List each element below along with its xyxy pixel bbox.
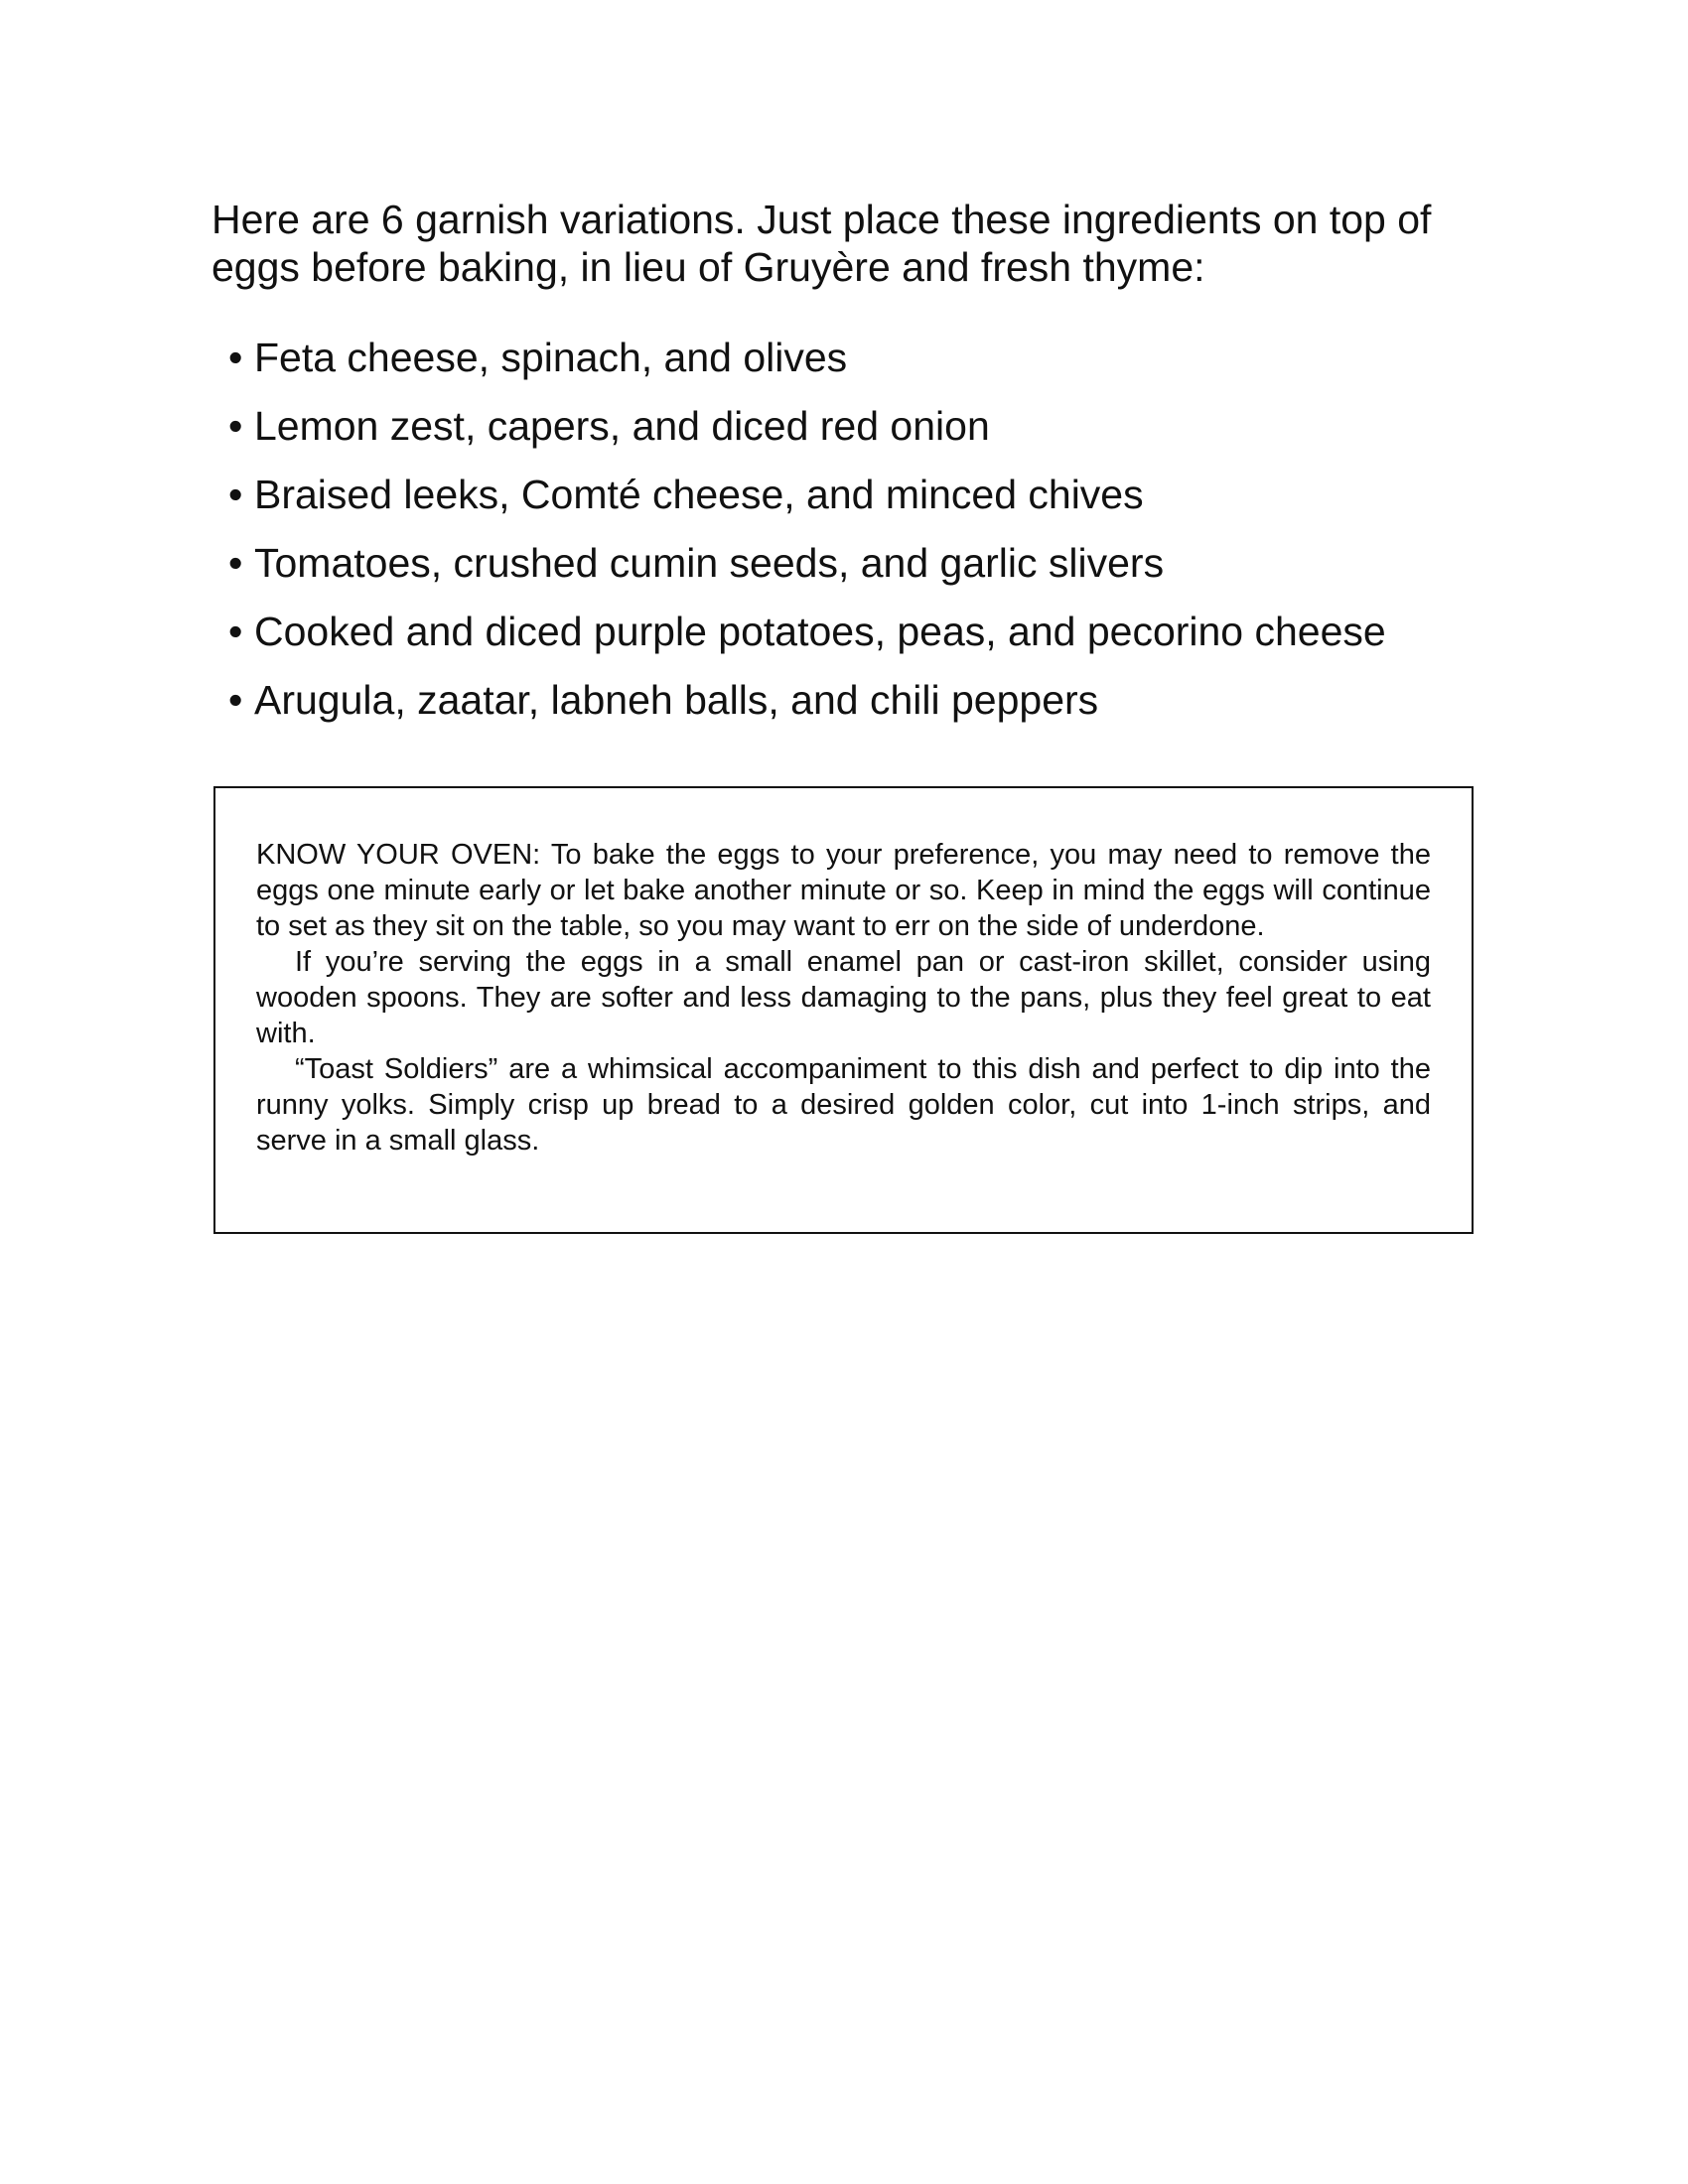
bullet-icon: • xyxy=(228,472,243,517)
garnish-text: Braised leeks, Comté cheese, and minced chives xyxy=(254,472,1144,517)
list-item xyxy=(228,334,1519,381)
garnish-text: Tomatoes, crushed cumin seeds, and garlic slivers xyxy=(254,540,1165,586)
garnish-text: Arugula, zaatar, labneh balls, and chili peppers xyxy=(254,677,1099,723)
bullet-icon: • xyxy=(228,335,243,380)
tip-paragraph-toast-soldiers: “Toast Soldiers” are a whimsical accompaniment to this dish and perfect to dip into the runny yolks. Simply crisp up bread to a desired golden color, cut into 1-inch strips, and serve in a small glass. xyxy=(256,1053,1431,1157)
bullet-icon: • xyxy=(228,609,243,654)
tip-paragraph-know-your-oven: KNOW YOUR OVEN: To bake the eggs to your preference, you may need to remove the eggs one minute early or let bake another minute or so. Keep in mind the eggs will continue to set as they sit on the table, so you may want to err on the side of underdone. xyxy=(256,839,1431,942)
garnish-text: Lemon zest, capers, and diced red onion xyxy=(254,403,990,449)
tip-paragraph-wooden-spoons: If you’re serving the eggs in a small enamel pan or cast-iron skillet, consider using wooden spoons. They are softer and less damaging to the pans, plus they feel great to eat with. xyxy=(256,946,1431,1049)
list-item xyxy=(228,471,1519,518)
bullet-icon: • xyxy=(228,540,243,586)
list-item xyxy=(228,402,1519,450)
bullet-icon: • xyxy=(228,403,243,449)
list-item xyxy=(228,608,1519,655)
list-item xyxy=(228,539,1519,587)
list-item xyxy=(228,676,1519,724)
tip-box xyxy=(213,786,1474,1234)
garnish-list xyxy=(228,334,1519,724)
intro-paragraph: Here are 6 garnish variations. Just place these ingredients on top of eggs before baking, in lieu of Gruyère and fresh thyme: xyxy=(211,197,1432,290)
garnish-text: Cooked and diced purple potatoes, peas, and pecorino cheese xyxy=(254,609,1386,654)
garnish-text: Feta cheese, spinach, and olives xyxy=(254,335,848,380)
bullet-icon: • xyxy=(228,677,243,723)
